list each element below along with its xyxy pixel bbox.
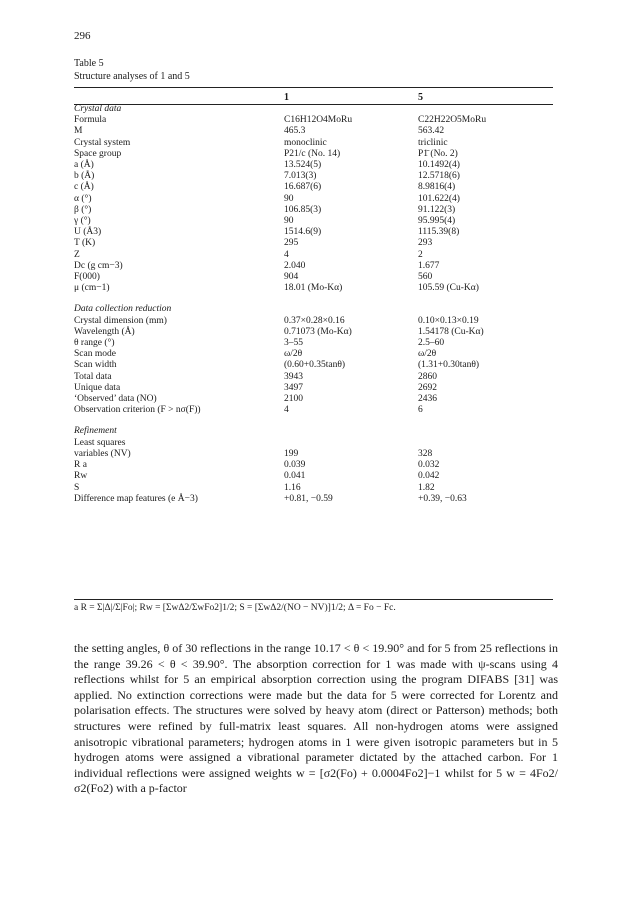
table-row [74,394,553,405]
value-compound-1: 90 [284,216,294,227]
section-title: Data collection reduction [74,304,172,315]
table-row [74,227,553,238]
row-label: Least squares [74,437,126,448]
table-row [74,316,553,327]
value-compound-1: ω/2θ [284,349,303,360]
spacer-cell [74,416,553,426]
table-row [74,483,553,494]
value-compound-1: P21/c (No. 14) [284,148,341,159]
table-row [74,194,553,205]
spacer-cell [74,294,553,304]
value-compound-1: 199 [284,448,299,459]
table-row [74,115,553,126]
table-row [74,460,553,471]
table-row [74,238,553,249]
row-label: Unique data [74,382,121,393]
value-compound-1: (0.60+0.35tanθ) [284,360,346,371]
value-compound-1: 106.85(3) [284,204,322,215]
value-compound-1: 90 [284,193,294,204]
row-label: Wavelength (Å) [74,326,135,337]
row-label: Formula [74,115,107,126]
value-compound-5: 1.82 [418,482,435,493]
table-top-rule [74,87,553,88]
value-compound-1: 2.040 [284,260,306,271]
value-compound-1: C16H12O4MoRu [284,115,353,126]
row-label: a (Å) [74,160,94,171]
table-row [74,349,553,360]
row-label: b (Å) [74,171,95,182]
table-row [74,272,553,283]
table-row [74,338,553,349]
body-text [74,641,558,797]
row-label: M [74,126,83,137]
structure-table-body [74,104,553,505]
row-label: Crystal dimension (mm) [74,315,167,326]
row-label: Difference map features (e Å−3) [74,493,198,504]
value-compound-5: 1115.39(8) [418,227,460,238]
column-header-1: 1 [284,92,289,103]
value-compound-5: (1.31+0.30tanθ) [418,360,480,371]
row-label: Crystal system [74,137,131,148]
value-compound-1: 1514.6(9) [284,227,322,238]
value-compound-5: P1̄ (No. 2) [418,148,458,159]
table-subtitle: Structure analyses of 1 and 5 [74,71,190,82]
row-label: α (°) [74,193,92,204]
value-compound-1: 904 [284,272,299,283]
value-compound-1: 13.524(5) [284,160,322,171]
row-label: Rw [74,471,88,482]
value-compound-1: 2100 [284,394,303,405]
value-compound-1: 4 [284,405,289,416]
table-row [74,261,553,272]
row-label: F(000) [74,272,100,283]
value-compound-5: 6 [418,405,423,416]
row-label: Observation criterion (F > nσ(F)) [74,405,201,416]
value-compound-1: 16.687(6) [284,182,322,193]
column-header-5: 5 [418,92,423,103]
value-compound-1: 465.3 [284,126,306,137]
row-label: μ (cm−1) [74,283,110,294]
table-row [74,471,553,482]
table-section-header [74,426,553,437]
table-row [74,405,553,416]
value-compound-5: 2692 [418,382,437,393]
value-compound-1: monoclinic [284,137,327,148]
table-footnote: a R = Σ|Δ|/Σ|Fo|; Rw = [ΣwΔ2/ΣwFo2]1/2; S = [ΣwΔ2/(NO − NV)]1/2; Δ = Fo − Fc. [74,603,396,613]
table-row [74,149,553,160]
table-row [74,160,553,171]
value-compound-5: 293 [418,238,433,249]
row-label: β (°) [74,204,92,215]
value-compound-5: triclinic [418,137,448,148]
table-row [74,126,553,137]
table-row [74,138,553,149]
value-compound-5: 0.10×0.13×0.19 [418,315,479,326]
table-row [74,494,553,505]
row-label: U (Å3) [74,227,102,238]
table-row [74,360,553,371]
row-label: Total data [74,371,112,382]
row-label: Dc (g cm−3) [74,260,123,271]
table-bottom-rule [74,599,553,600]
table-row [74,383,553,394]
structure-table [74,104,553,505]
value-compound-1: 0.71073 (Mo-Kα) [284,326,352,337]
row-label: θ range (°) [74,338,115,349]
value-compound-1: 0.041 [284,471,306,482]
value-compound-5: 10.1492(4) [418,160,460,171]
value-compound-5: 91.122(3) [418,204,456,215]
value-compound-1 [284,438,418,449]
body-paragraph: the setting angles, θ of 30 reflections in the range 10.17 < θ < 19.90° and for 5 from 25 reflections in the range 39.26 < θ < 39.90°. The absorption correction for 1 was made with ψ-scans using 4 reflections whilst for 5 an empirical absorption correction using the program DIFABS [31] was applied. No extinction corrections were made but the data for 5 were corrected for Lorentz and polarisation effects. The structures were solved by heavy atom (direct or Patterson) methods; both structures were refined by full-matrix least squares. All non-hydrogen atoms were assigned anisotropic vibrational parameters; hydrogen atoms in 1 were given isotropic parameters but in 5 hydrogen atoms were assigned a vibrational parameter dictated by the attached carbon. For 1 individual reflections were assigned weights w = [σ2(Fo) + 0.0004Fo2]−1 whilst for 5 w = 4Fo2/σ2(Fo2) with a p-factor [74,641,558,796]
table-section-header [74,104,553,115]
value-compound-5: 12.5718(6) [418,171,460,182]
value-compound-1: 295 [284,238,299,249]
value-compound-1: 7.013(3) [284,171,317,182]
value-compound-5: 328 [418,448,433,459]
value-compound-1: 3–55 [284,338,303,349]
table-title: Table 5 [74,58,104,69]
value-compound-5 [418,438,553,449]
table-row [74,327,553,338]
value-compound-5: 1.677 [418,260,440,271]
table-caption [74,57,190,83]
value-compound-5: 2860 [418,371,437,382]
row-label: Scan mode [74,349,116,360]
value-compound-1: +0.81, −0.59 [284,493,333,504]
section-title: Crystal data [74,104,122,114]
table-row [74,171,553,182]
value-compound-5: ω/2θ [418,349,437,360]
row-label: R a [74,460,87,471]
row-label: γ (°) [74,216,91,227]
value-compound-5: 2 [418,249,423,260]
value-compound-1: 0.039 [284,460,306,471]
value-compound-5: 2436 [418,394,437,405]
row-label: Scan width [74,360,117,371]
table-spacer-row [74,416,553,426]
value-compound-1: 0.37×0.28×0.16 [284,315,345,326]
table-row [74,250,553,261]
section-title: Refinement [74,426,117,437]
row-label: variables (NV) [74,448,131,459]
row-label: Z [74,249,80,260]
value-compound-5: 105.59 (Cu-Kα) [418,283,479,294]
value-compound-5: 0.032 [418,460,440,471]
table-spacer-row [74,294,553,304]
value-compound-5: +0.39, −0.63 [418,493,467,504]
table-row [74,216,553,227]
table-row [74,182,553,193]
value-compound-5: C22H22O5MoRu [418,115,487,126]
value-compound-5: 560 [418,272,433,283]
row-label: ‘Observed’ data (NO) [74,394,157,405]
row-label: S [74,482,80,493]
row-label: Space group [74,148,122,159]
page-number: 296 [74,30,91,42]
table-row [74,449,553,460]
table-row [74,372,553,383]
value-compound-5: 8.9816(4) [418,182,456,193]
table-row [74,205,553,216]
value-compound-1: 3497 [284,382,303,393]
value-compound-5: 101.622(4) [418,193,460,204]
value-compound-5: 563.42 [418,126,445,137]
value-compound-5: 95.995(4) [418,216,456,227]
value-compound-1: 18.01 (Mo-Kα) [284,283,343,294]
value-compound-5: 2.5–60 [418,338,445,349]
value-compound-5: 1.54178 (Cu-Kα) [418,326,484,337]
row-label: c (Å) [74,182,94,193]
table-section-header [74,304,553,315]
value-compound-1: 3943 [284,371,303,382]
value-compound-5: 0.042 [418,471,440,482]
table-row [74,283,553,294]
table-row [74,438,553,449]
value-compound-1: 1.16 [284,482,301,493]
row-label: T (K) [74,238,96,249]
value-compound-1: 4 [284,249,289,260]
